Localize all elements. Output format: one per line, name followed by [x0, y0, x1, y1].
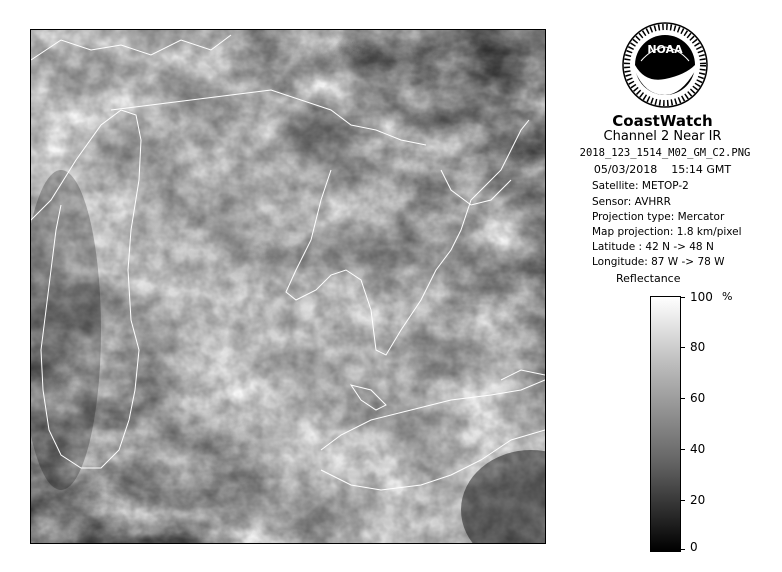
colorbar-unit: % [722, 290, 733, 303]
colorbar-tick [680, 297, 685, 298]
colorbar-tick [680, 398, 685, 399]
reflectance-image [31, 30, 545, 543]
colorbar-tick-label: 0 [690, 540, 698, 554]
colorbar-tick-label: 60 [690, 391, 706, 405]
colorbar-tick [680, 449, 685, 450]
colorbar-tick-label: 80 [690, 340, 706, 354]
noaa-logo [621, 21, 709, 109]
info-projection-type: Projection type: Mercator [592, 211, 725, 223]
colorbar-tick [680, 347, 685, 348]
info-map-projection: Map projection: 1.8 km/pixel [592, 226, 742, 238]
colorbar-tick-label: 20 [690, 493, 706, 507]
info-satellite: Satellite: METOP-2 [592, 180, 689, 192]
product-name: CoastWatch [612, 112, 713, 130]
legend-panel [560, 0, 782, 572]
noaa-logo-text: NOAA [647, 43, 683, 56]
colorbar-label: Reflectance [616, 272, 681, 285]
satellite-image-map[interactable] [30, 29, 546, 544]
colorbar-tick-label: 40 [690, 442, 706, 456]
info-sensor: Sensor: AVHRR [592, 196, 671, 208]
datetime: 05/03/2018 15:14 GMT [593, 163, 732, 176]
channel-name: Channel 2 Near IR [603, 129, 722, 144]
colorbar [650, 296, 681, 552]
colorbar-tick-label: 100 [690, 290, 713, 304]
filename: 2018_123_1514_M02_GM_C2.PNG [579, 147, 751, 159]
colorbar-tick [680, 500, 685, 501]
colorbar-tick [680, 549, 685, 550]
info-longitude: Longitude: 87 W -> 78 W [592, 256, 725, 268]
info-latitude: Latitude : 42 N -> 48 N [592, 241, 714, 253]
